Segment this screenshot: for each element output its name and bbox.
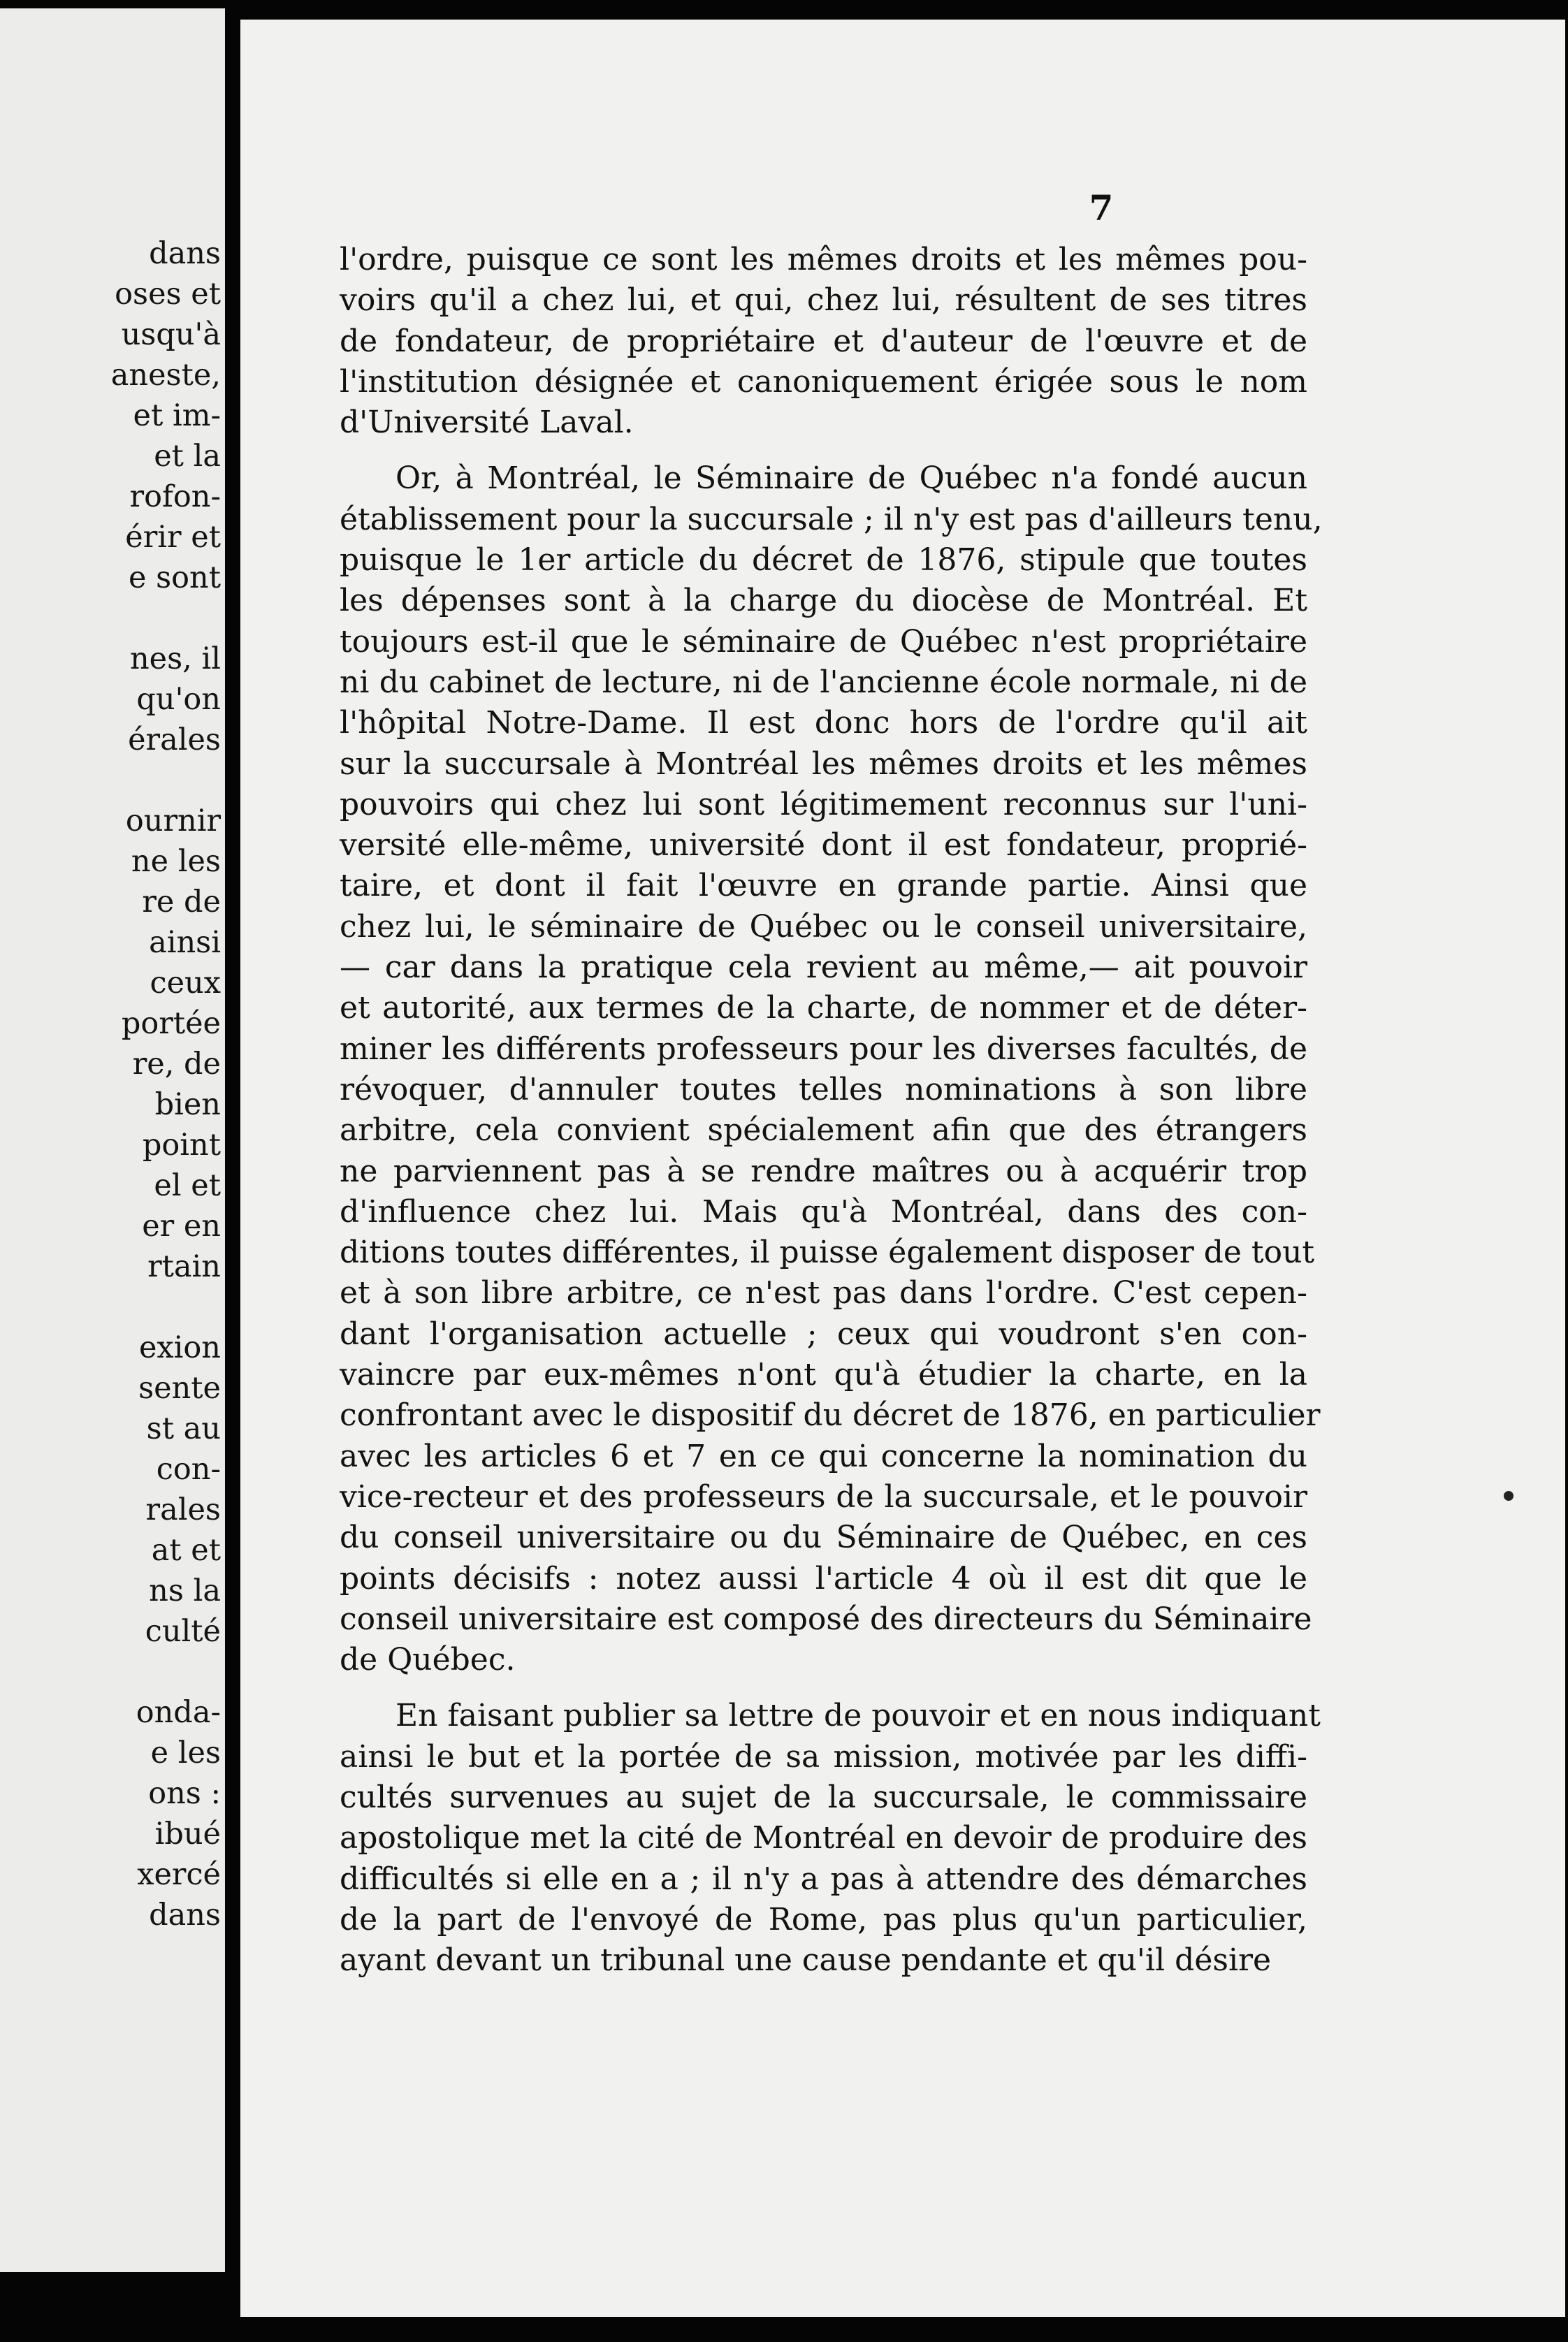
previous-page-line: ournir xyxy=(125,803,221,838)
text-line: apostolique met la cité de Montréal en devoir de produire des xyxy=(340,1820,1307,1856)
text-line: En faisant publier sa lettre de pouvoir et en nous indiquant xyxy=(395,1698,1321,1734)
previous-page-line xyxy=(111,1652,221,1692)
previous-page-line xyxy=(111,598,221,639)
previous-page-line: re de xyxy=(142,885,221,919)
margin-mark xyxy=(1504,1491,1513,1501)
paragraph-gap xyxy=(340,443,1307,458)
text-line: ne parviennent pas à se rendre maîtres ou à acquérir trop xyxy=(340,1153,1307,1189)
previous-page-line: re, de xyxy=(132,1047,221,1082)
body-text xyxy=(340,240,1323,1981)
previous-page-line: ainsi xyxy=(149,925,221,960)
text-line: puisque le 1er article du décret de 1876, stipule que toutes xyxy=(340,542,1307,579)
previous-page-line: e sont xyxy=(128,560,221,595)
previous-page-line: ne les xyxy=(131,844,221,879)
previous-page xyxy=(0,8,225,2272)
previous-page-line: érir et xyxy=(125,520,221,555)
previous-page-line: bien xyxy=(154,1087,221,1122)
previous-page-line: qu'on xyxy=(136,682,221,717)
text-line: — car dans la pratique cela revient au même,— ait pouvoir xyxy=(340,950,1307,986)
previous-page-line: portée xyxy=(121,1006,221,1041)
text-line: vaincre par eux-mêmes n'ont qu'à étudier la charte, en la xyxy=(340,1357,1307,1393)
text-line: conseil universitaire est composé des directeurs du Séminaire xyxy=(340,1601,1312,1637)
previous-page-line: el et xyxy=(154,1168,221,1203)
text-line: établissement pour la succursale ; il n'y est pas d'ailleurs tenu, xyxy=(340,501,1323,537)
text-line: ainsi le but et la portée de sa mission, motivée par les diffi- xyxy=(340,1738,1307,1775)
previous-page-line: at et xyxy=(151,1533,221,1568)
text-line: ayant devant un tribunal une cause pendante et qu'il désire xyxy=(340,1942,1272,1979)
text-line: du conseil universitaire ou du Séminaire de Québec, en ces xyxy=(340,1520,1307,1556)
paragraph-gap xyxy=(340,1680,1307,1696)
text-line: de Québec. xyxy=(340,1642,516,1678)
previous-page-line: rofon- xyxy=(129,479,221,514)
previous-page-line: dans xyxy=(149,236,221,271)
text-line: les dépenses sont à la charge du diocèse de Montréal. Et xyxy=(340,583,1307,619)
previous-page-line: er en xyxy=(142,1209,221,1244)
text-line: pouvoirs qui chez lui sont légitimement reconnus sur l'uni- xyxy=(340,786,1307,822)
text-line: l'hôpital Notre-Dame. Il est donc hors de l'ordre qu'il ait xyxy=(340,705,1307,741)
text-line: vice-recteur et des professeurs de la succursale, et le pouvoir xyxy=(340,1478,1307,1515)
text-line: chez lui, le séminaire de Québec ou le conseil universitaire, xyxy=(340,908,1307,945)
previous-page-line: rales xyxy=(145,1492,221,1527)
text-line: Or, à Montréal, le Séminaire de Québec n'a fondé aucun xyxy=(395,460,1307,497)
previous-page-line: rtain xyxy=(147,1249,221,1284)
previous-page-line: ons : xyxy=(148,1776,221,1811)
previous-page-line: et la xyxy=(154,439,221,474)
text-line: miner les différents professeurs pour les diverses facultés, de xyxy=(340,1031,1307,1067)
text-line: dant l'organisation actuelle ; ceux qui voudront s'en con- xyxy=(340,1316,1307,1352)
previous-page-line: sente xyxy=(138,1371,221,1406)
previous-page-line: usqu'à xyxy=(121,317,221,352)
previous-page-line: st au xyxy=(146,1411,221,1446)
previous-page-line: xercé xyxy=(137,1857,221,1892)
previous-page-line xyxy=(111,1287,221,1328)
previous-page-line: ibué xyxy=(154,1817,221,1852)
text-line: d'influence chez lui. Mais qu'à Montréal, dans des con- xyxy=(340,1193,1307,1230)
text-line: ditions toutes différentes, il puisse également disposer de tout xyxy=(340,1235,1315,1271)
text-line: cultés survenues au sujet de la succursale, le commissaire xyxy=(340,1779,1307,1815)
text-line: de la part de l'envoyé de Rome, pas plus qu'un particulier, xyxy=(340,1901,1307,1937)
text-line: arbitre, cela convient spécialement afin que des étrangers xyxy=(340,1112,1307,1149)
text-line: sur la succursale à Montréal les mêmes droits et les mêmes xyxy=(340,745,1307,782)
previous-page-line xyxy=(111,760,221,801)
previous-page-line: e les xyxy=(150,1736,221,1770)
previous-page-line: érales xyxy=(128,722,221,757)
previous-page-line: con- xyxy=(156,1452,221,1487)
text-line: et autorité, aux termes de la charte, de nommer et de déter- xyxy=(340,990,1307,1026)
previous-page-line: aneste, xyxy=(110,358,221,393)
page-number: 7 xyxy=(1089,187,1114,228)
text-line: ni du cabinet de lecture, ni de l'ancienne école normale, ni de xyxy=(340,664,1307,700)
previous-page-line: exion xyxy=(138,1330,221,1365)
previous-page-line: et im- xyxy=(133,398,221,433)
previous-page-line: onda- xyxy=(136,1695,221,1730)
text-line: versité elle-même, université dont il est fondateur, proprié- xyxy=(340,827,1307,864)
text-line: confrontant avec le dispositif du décret de 1876, en particulier xyxy=(340,1397,1321,1434)
previous-page-line: ceux xyxy=(150,966,221,1001)
previous-page-line: ns la xyxy=(149,1573,221,1608)
previous-page-line: point xyxy=(142,1128,221,1163)
previous-page-line: oses et xyxy=(115,277,221,312)
text-line: avec les articles 6 et 7 en ce qui concerne la nomination du xyxy=(340,1438,1307,1474)
text-line: voirs qu'il a chez lui, et qui, chez lui, résultent de ses titres xyxy=(340,282,1307,319)
text-line: points décisifs : notez aussi l'article 4 où il est dit que le xyxy=(340,1560,1307,1597)
previous-page-line: dans xyxy=(149,1898,221,1933)
previous-page-text xyxy=(111,233,221,1935)
previous-page-line: culté xyxy=(145,1614,221,1649)
text-line: toujours est-il que le séminaire de Québec n'est propriétaire xyxy=(340,623,1307,660)
text-line: taire, et dont il fait l'œuvre en grande partie. Ainsi que xyxy=(340,868,1307,904)
text-line: l'ordre, puisque ce sont les mêmes droits et les mêmes pou- xyxy=(340,242,1307,277)
document-page xyxy=(240,20,1565,2317)
text-line: de fondateur, de propriétaire et d'auteur de l'œuvre et de xyxy=(340,323,1307,359)
text-line: d'Université Laval. xyxy=(340,405,634,441)
text-line: difficultés si elle en a ; il n'y a pas à attendre des démarches xyxy=(340,1861,1307,1897)
text-line: l'institution désignée et canoniquement érigée sous le nom xyxy=(340,363,1307,400)
text-line: et à son libre arbitre, ce n'est pas dans l'ordre. C'est cepen- xyxy=(340,1275,1307,1311)
previous-page-line: nes, il xyxy=(129,641,221,676)
text-line: révoquer, d'annuler toutes telles nominations à son libre xyxy=(340,1071,1307,1107)
